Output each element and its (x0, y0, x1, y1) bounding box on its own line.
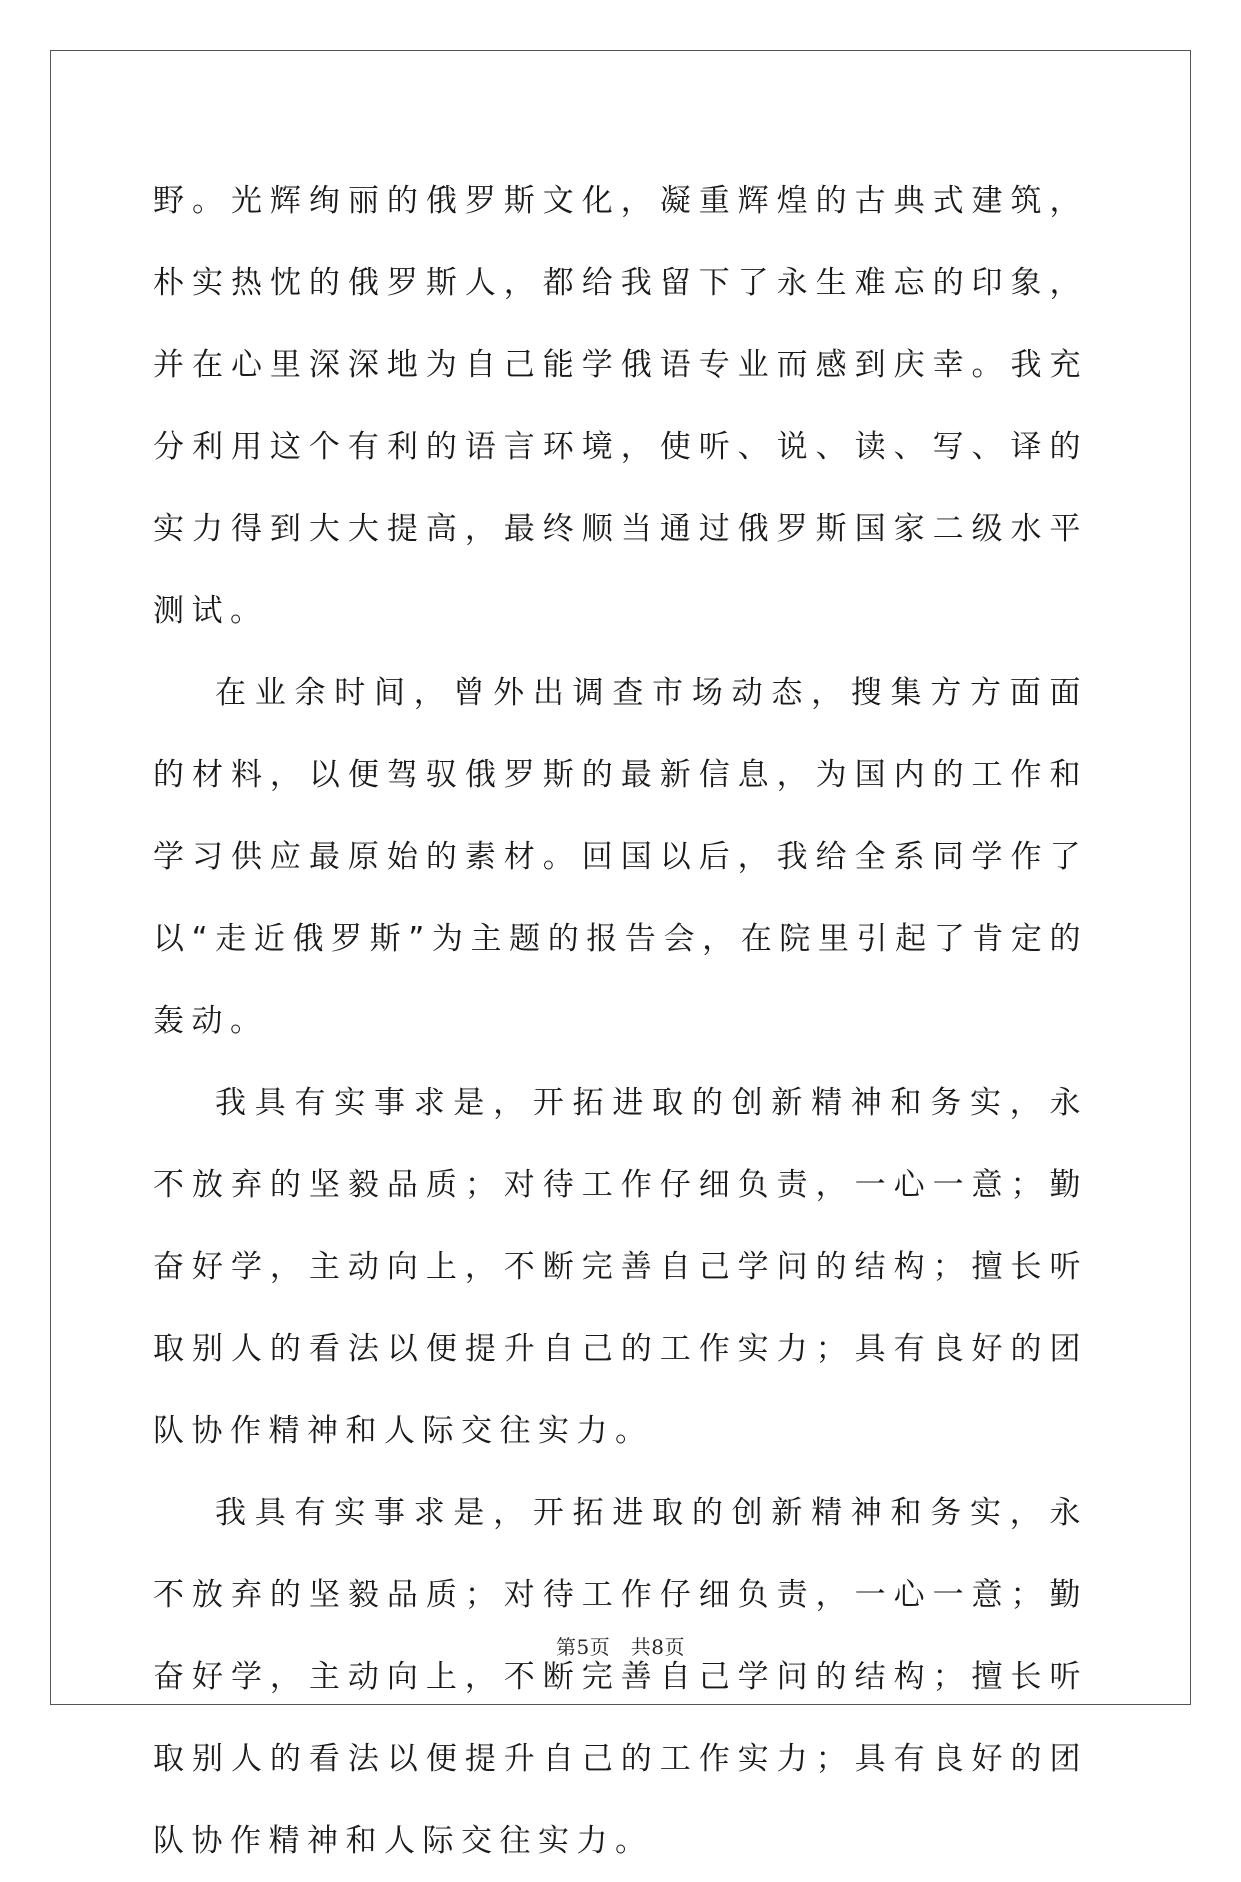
paragraph: 在业余时间，曾外出调查市场动态，搜集方方面面的材料，以便驾驭俄罗斯的最新信息，为国内的工作和学习供应最原始的素材。回国以后，我给全系同学作了以“走近俄罗斯”为主题的报告会，在院里引起了肯定的轰动。 (153, 675, 1088, 1039)
page-number-footer: 第5页 共8页 (556, 1635, 685, 1659)
paragraph-continued: 野。光辉绚丽的俄罗斯文化，凝重辉煌的古典式建筑，朴实热忱的俄罗斯人，都给我留下了永生难忘的印象，并在心里深深地为自己能学俄语专业而感到庆幸。我充分利用这个有利的语言环境，使听、说、读、写、译的实力得到大大提高，最终顺当通过俄罗斯国家二级水平测试。 (153, 183, 1088, 629)
document-body (153, 160, 1088, 1882)
paragraph: 我具有实事求是，开拓进取的创新精神和务实，永不放弃的坚毅品质；对待工作仔细负责，一心一意；勤奋好学，主动向上，不断完善自己学问的结构；擅长听取别人的看法以便提升自己的工作实力；具有良好的团队协作精神和人际交往实力。 (153, 1495, 1088, 1859)
paragraph: 我具有实事求是，开拓进取的创新精神和务实，永不放弃的坚毅品质；对待工作仔细负责，一心一意；勤奋好学，主动向上，不断完善自己学问的结构；擅长听取别人的看法以便提升自己的工作实力；具有良好的团队协作精神和人际交往实力。 (153, 1085, 1088, 1449)
